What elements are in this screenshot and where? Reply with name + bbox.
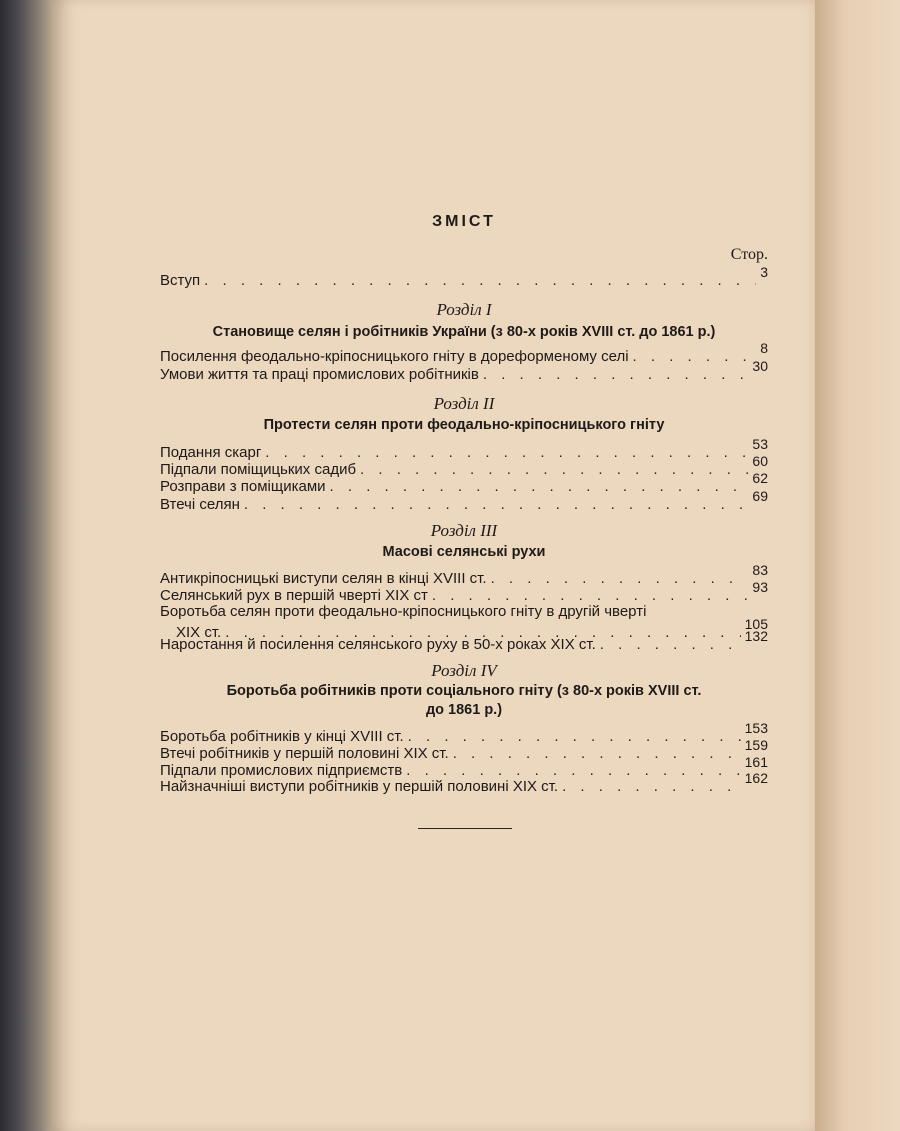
toc-entry-title: Подання скарг: [160, 444, 262, 461]
page-title: ЗМІСТ: [432, 213, 496, 230]
toc-entry-title: Втечі робітників у першій половині XIX ст.: [160, 745, 449, 762]
leader-dots: [483, 365, 749, 385]
toc-entry-title-line1: Боротьба селян проти феодально-кріпосницького гніту в другій чверті: [160, 603, 647, 620]
toc-entry: [160, 358, 768, 384]
toc-entry: [160, 488, 768, 514]
toc-entry-page: 30: [752, 358, 768, 374]
toc-entry-page: 8: [760, 340, 768, 356]
section-subtitle-line1: Боротьба робітників проти соціального гніту (з 80-х років XVIII ст.: [226, 683, 702, 699]
toc-entry-title: Наростання й посилення селянського руху в 50-х роках XIX ст.: [160, 636, 596, 653]
section-title: Розділ II: [433, 394, 495, 413]
toc-entry-title: Умови життя та праці промислових робітників: [160, 366, 479, 383]
section-subtitle: Протести селян проти феодально-кріпосницького гніту: [263, 417, 665, 433]
section-subtitle: Становище селян і робітників України (з 80-х років XVIII ст. до 1861 р.): [212, 324, 716, 340]
toc-entry: [160, 340, 768, 366]
leader-dots: [244, 495, 749, 515]
toc-entry-title: Вступ: [160, 272, 201, 289]
toc-entry-title: Найзначніші виступи робітників у першій половині XIX ст.: [160, 778, 559, 795]
toc-entry-page: 69: [752, 488, 768, 504]
toc-entry-page: 153: [744, 720, 768, 736]
toc-entry: [160, 628, 768, 654]
section-subtitle: Масові селянські рухи: [382, 544, 546, 560]
toc-entry-title: Антикріпосницькі виступи селян в кінці XVIII ст.: [160, 570, 487, 587]
toc-entry-title: Підпали промислових підприємств: [160, 762, 403, 779]
toc-entry-page: 159: [744, 737, 768, 753]
toc-entry-title: Посилення феодально-кріпосницького гніту в дореформеному селі: [160, 348, 629, 365]
leader-dots: [600, 635, 741, 655]
toc-entry-title-line2: XIX ст.: [176, 624, 222, 641]
toc-entry-intro: [160, 264, 768, 290]
section-subtitle-line2: до 1861 р.): [425, 702, 503, 718]
section-title: Розділ IV: [431, 661, 497, 680]
toc-entry-title: Розправи з поміщиками: [160, 478, 326, 495]
toc-entry-page: 105: [744, 616, 768, 632]
toc-entry-title: Селянський рух в першій чверті XIX ст: [160, 587, 428, 604]
leader-dots: [204, 271, 756, 291]
toc-entry: [160, 470, 768, 496]
toc-entry-title: Боротьба робітників у кінці XVIII ст.: [160, 728, 404, 745]
section-title: Розділ I: [436, 300, 492, 319]
toc-entry-page: 132: [744, 628, 768, 644]
toc-entry-page: 60: [752, 453, 768, 469]
toc-entry-page: 62: [752, 470, 768, 486]
toc-entry-page: 3: [760, 264, 768, 280]
leader-dots: [562, 777, 741, 797]
toc-entry-page: 93: [752, 579, 768, 595]
toc-entry-page: 53: [752, 436, 768, 452]
toc-entry-title: Втечі селян: [160, 496, 240, 513]
table-of-contents: [160, 0, 768, 1131]
section-title: Розділ III: [430, 521, 498, 540]
toc-entry-title: Підпали поміщицьких садиб: [160, 461, 357, 478]
toc-entry-page: 83: [752, 562, 768, 578]
toc-entry-page: 162: [744, 770, 768, 786]
page-column-label: Стор.: [730, 246, 768, 263]
book-page-edge: [815, 0, 900, 1131]
toc-entry-page: 161: [744, 754, 768, 770]
closing-rule: [418, 828, 512, 829]
book-spine-shadow: [0, 0, 58, 1131]
